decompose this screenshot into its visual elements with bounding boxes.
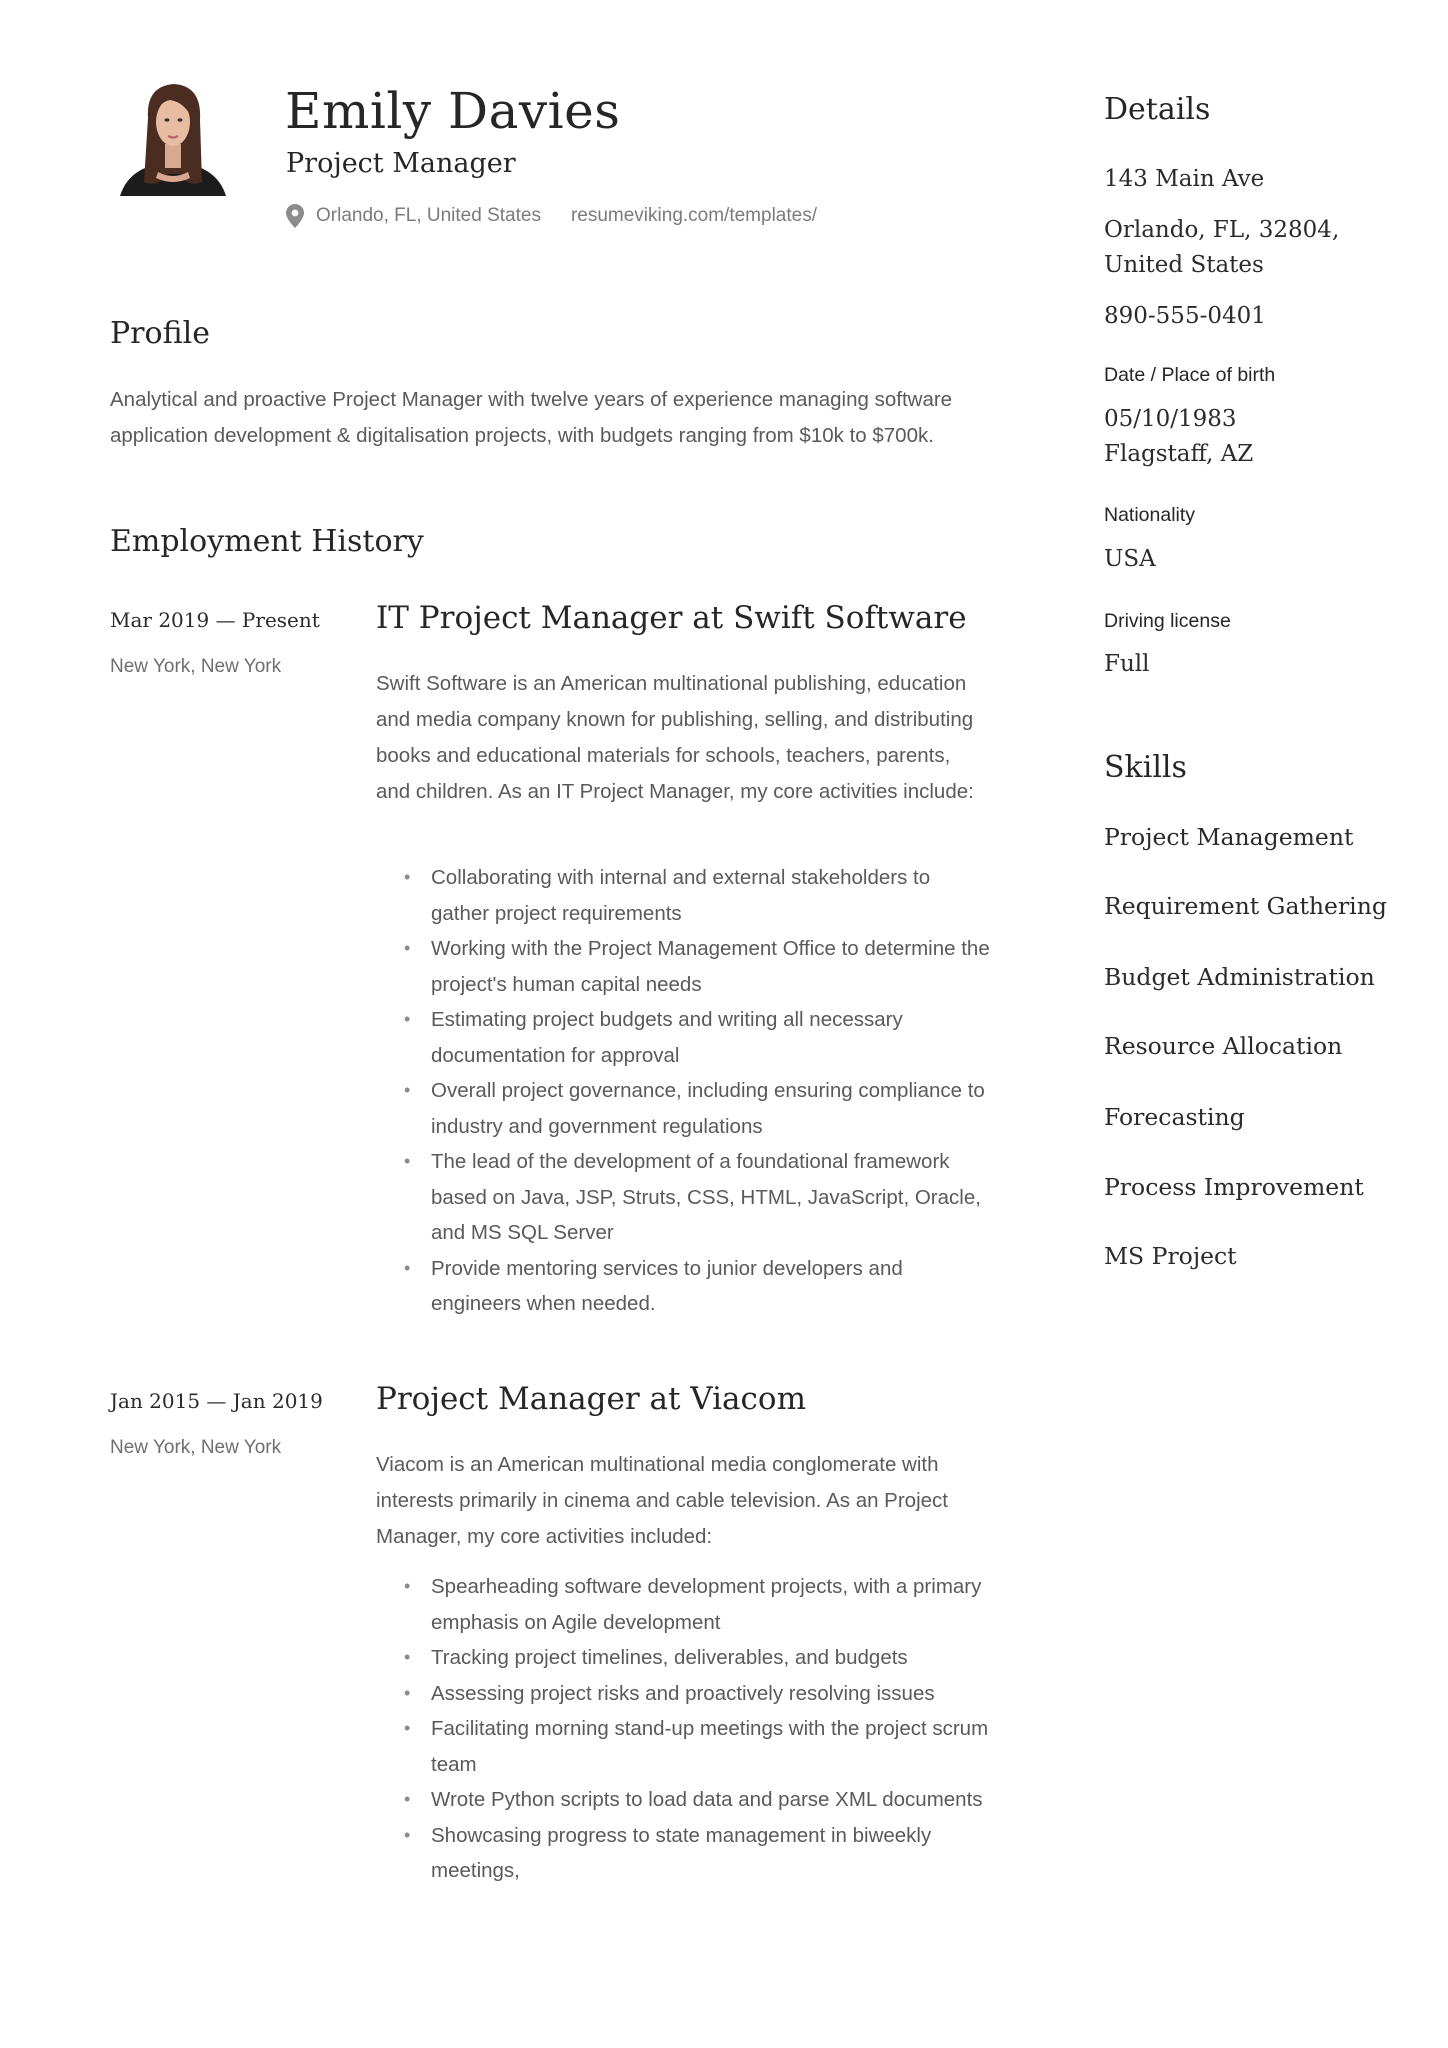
job-title: Project Manager at Viacom bbox=[376, 1381, 806, 1417]
details-heading: Details bbox=[1104, 92, 1211, 127]
nationality-label: Nationality bbox=[1104, 504, 1196, 526]
skill-item: Budget Administration bbox=[1104, 963, 1375, 991]
job-bullet-list bbox=[376, 860, 992, 1322]
skill-item: Resource Allocation bbox=[1104, 1032, 1343, 1060]
avatar bbox=[118, 78, 228, 206]
job-bullet: • Collaborating with internal and external stakeholders to gather project requirements bbox=[376, 860, 992, 931]
contact-website-link[interactable]: resumeviking.com/templates/ bbox=[570, 205, 817, 226]
phone-number: 890-555-0401 bbox=[1104, 303, 1266, 329]
profile-heading: Profile bbox=[110, 316, 210, 351]
employment-heading: Employment History bbox=[110, 524, 424, 559]
job-bullet: • Showcasing progress to state management in biweekly meetings, bbox=[376, 1818, 992, 1889]
skill-item: Project Management bbox=[1104, 823, 1354, 851]
address-line: United States bbox=[1104, 252, 1264, 278]
address-line: Orlando, FL, 32804, bbox=[1104, 217, 1340, 243]
profile-summary: Analytical and proactive Project Manager with twelve years of experience managing software application development & digitalisation projects, with budgets ranging from $10k to $700k. bbox=[110, 388, 953, 447]
skills-heading: Skills bbox=[1104, 750, 1187, 785]
contact-location: Orlando, FL, United States bbox=[316, 205, 541, 226]
job-bullet: • Estimating project budgets and writing all necessary documentation for approval bbox=[376, 1002, 992, 1073]
job-bullet: • Spearheading software development projects, with a primary emphasis on Agile development bbox=[376, 1569, 992, 1640]
candidate-name: Emily Davies bbox=[285, 82, 621, 140]
nationality-value: USA bbox=[1104, 546, 1156, 572]
job-bullet: • Tracking project timelines, deliverables, and budgets bbox=[376, 1640, 992, 1676]
job-bullet: • The lead of the development of a foundational framework based on Java, JSP, Struts, CSS, HTML, JavaScript, Oracle, and MS SQL Server bbox=[376, 1144, 992, 1251]
job-bullet-list bbox=[376, 1569, 992, 1889]
candidate-job-title: Project Manager bbox=[286, 148, 516, 179]
skill-item: Process Improvement bbox=[1104, 1173, 1364, 1201]
job-bullet: • Wrote Python scripts to load data and parse XML documents bbox=[376, 1782, 992, 1818]
job-description: Swift Software is an American multinational publishing, education and media company known for publishing, selling, and distributing books and educational materials for schools, teachers, parents, and children. As an IT Project Manager, my core activities include: bbox=[376, 672, 974, 803]
job-bullet: • Provide mentoring services to junior developers and engineers when needed. bbox=[376, 1251, 992, 1322]
job-bullet: • Facilitating morning stand-up meetings with the project scrum team bbox=[376, 1711, 992, 1782]
address-line: 143 Main Ave bbox=[1104, 166, 1265, 192]
job-location: New York, New York bbox=[110, 1437, 282, 1458]
contact-row bbox=[286, 204, 817, 228]
job-location: New York, New York bbox=[110, 656, 282, 677]
job-bullet: • Overall project governance, including ensuring compliance to industry and government regulations bbox=[376, 1073, 992, 1144]
job-title: IT Project Manager at Swift Software bbox=[376, 600, 967, 636]
map-pin-icon bbox=[286, 204, 304, 228]
birth-place: Flagstaff, AZ bbox=[1104, 441, 1254, 467]
skill-item: Requirement Gathering bbox=[1104, 892, 1387, 920]
job-description: Viacom is an American multinational media conglomerate with interests primarily in cinema and cable television. As an Project Manager, my core activities included: bbox=[376, 1453, 948, 1548]
job-bullet: • Assessing project risks and proactively resolving issues bbox=[376, 1676, 992, 1712]
skill-item: Forecasting bbox=[1104, 1103, 1245, 1131]
skill-item: MS Project bbox=[1104, 1242, 1237, 1270]
job-dates: Jan 2015 — Jan 2019 bbox=[110, 1389, 323, 1413]
job-bullet: • Working with the Project Management Office to determine the project's human capital needs bbox=[376, 931, 992, 1002]
birth-label: Date / Place of birth bbox=[1104, 364, 1276, 386]
job-dates: Mar 2019 — Present bbox=[110, 608, 320, 632]
license-value: Full bbox=[1104, 651, 1150, 677]
birth-date: 05/10/1983 bbox=[1104, 406, 1237, 432]
license-label: Driving license bbox=[1104, 610, 1231, 632]
